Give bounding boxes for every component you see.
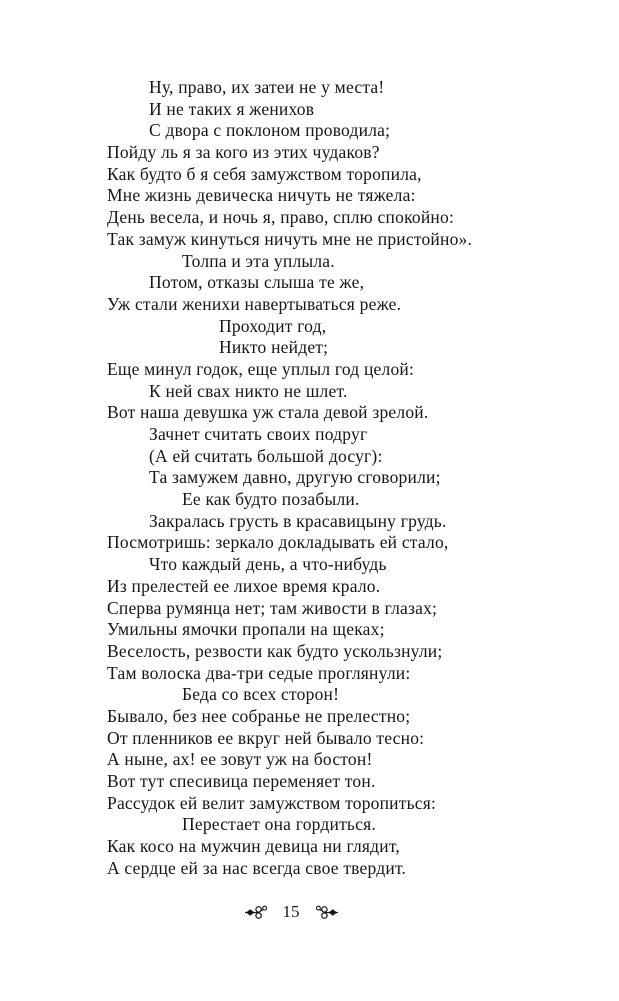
poem-line: Что каждый день, а что-нибудь [149, 554, 387, 575]
poem-line: Из прелестей ее лихое время крало. [107, 575, 381, 596]
poem-line: Та замужем давно, другую сговорили; [149, 467, 441, 488]
poem-line: Как косо на мужчин девица ни глядит, [107, 836, 400, 857]
poem-line: Бывало, без нее собранье не прелестно; [107, 705, 411, 726]
poem-line: Веселость, резвости как будто ускользнули; [107, 640, 443, 661]
poem-line: День весела, и ночь я, право, сплю спокойно: [107, 207, 455, 228]
poem-line: Еще минул годок, еще уплыл год целой: [107, 358, 415, 379]
poem-line: Рассудок ей велит замужством торопиться: [107, 792, 437, 813]
poem-line: Ну, право, их затеи не у места! [149, 77, 385, 97]
poem-line: А ныне, ах! ее зовут уж на бостон! [107, 749, 373, 770]
poem-line: От пленников ее вкруг ней бывало тесно: [107, 727, 425, 748]
poem-line: Посмотришь: зеркало докладывать ей стало, [107, 532, 449, 553]
poem-line: Сперва румянца нет; там живости в глазах; [107, 597, 438, 618]
poem-line: Зачнет считать своих подруг [149, 424, 368, 444]
fleuron-right-icon [314, 905, 338, 920]
poem-line: Никто нейдет; [219, 337, 329, 358]
poem-line: Уж стали женихи навертываться реже. [107, 293, 402, 314]
poem-line: Вот наша девушка уж стала девой зрелой. [107, 402, 429, 423]
poem-line: А сердце ей за нас всегда свое твердит. [107, 857, 407, 878]
poem-line: Закралась грусть в красавицыну грудь. [149, 510, 447, 531]
poem-line: Как будто б я себя замужством торопила, [107, 163, 422, 184]
poem-line: Потом, отказы слыша те же, [149, 272, 365, 293]
poem [107, 77, 577, 879]
poem-line: И не таких я женихов [149, 98, 315, 119]
poem-line: Беда со всех сторон! [182, 684, 340, 705]
poem-line: Толпа и эта уплыла. [182, 250, 335, 271]
poem-line: Ее как будто позабыли. [182, 489, 360, 510]
poem-line: К ней свах никто не шлет. [149, 380, 348, 401]
poem-line: Перестает она гордиться. [182, 814, 376, 835]
fleuron-left-icon [245, 905, 269, 920]
poem-line: Проходит год, [219, 315, 327, 336]
poem-line: Пойду ль я за кого из этих чудаков? [107, 142, 380, 163]
page-number: 15 [282, 902, 300, 921]
page-footer [0, 901, 582, 923]
poem-line: Там волоска два-три седые проглянули: [107, 662, 411, 683]
poem-line: Так замуж кинуться ничуть мне не пристойно». [107, 228, 473, 249]
poem-line: Умильны ямочки пропали на щеках; [107, 619, 385, 640]
poem-line: С двора с поклоном проводила; [149, 120, 391, 141]
poem-line: Мне жизнь девическа ничуть не тяжела: [107, 185, 416, 206]
poem-line: Вот тут спесивица переменяет тон. [107, 771, 376, 791]
poem-line: (А ей считать большой досуг): [149, 445, 383, 466]
